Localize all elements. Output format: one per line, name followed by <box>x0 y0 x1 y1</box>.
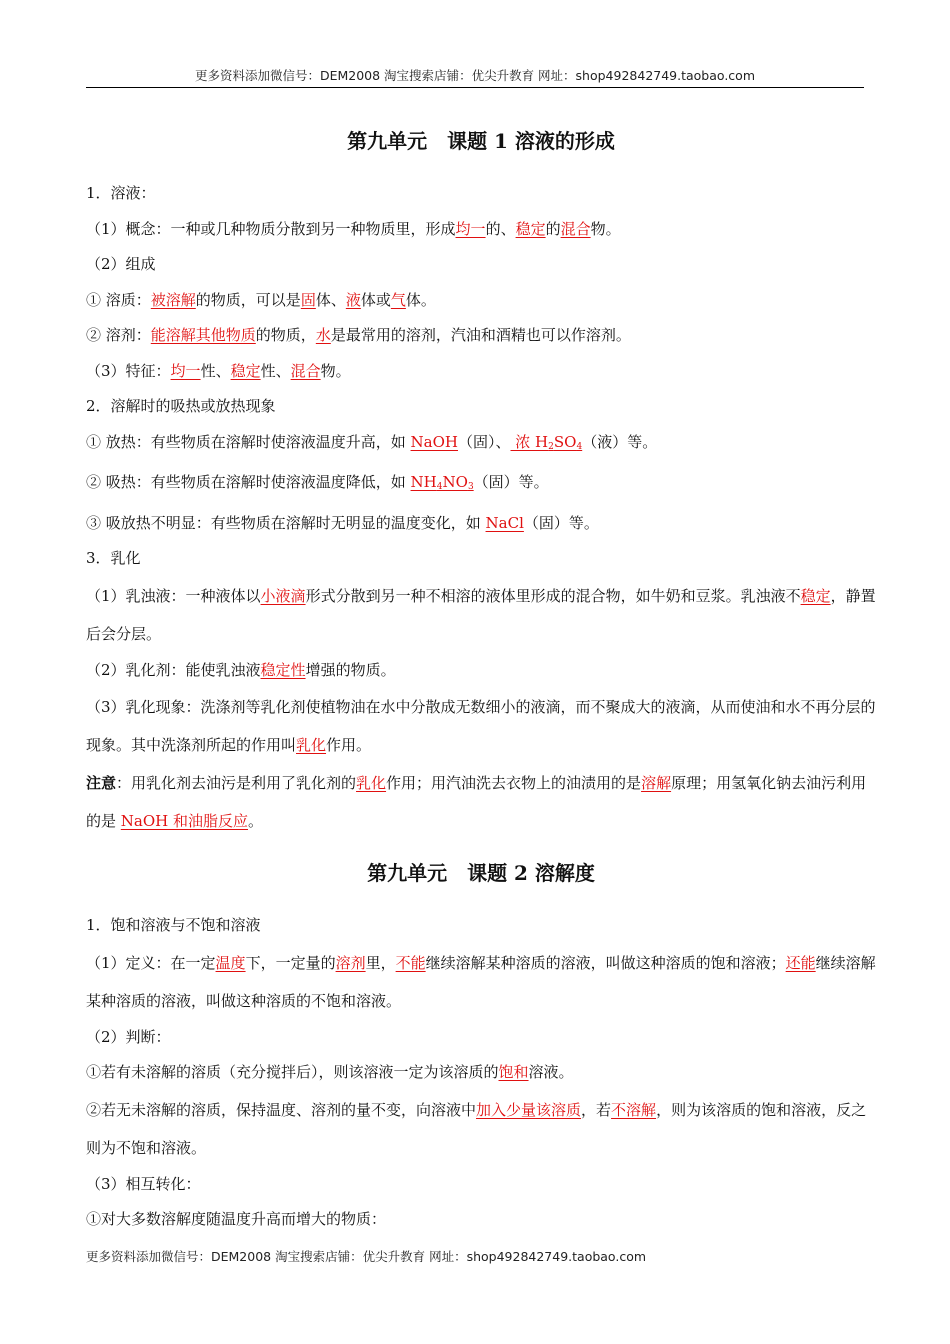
s4-conversion: （3）相互转化： <box>86 1174 201 1193</box>
s2-neutral: ③ 吸放热不明显：有些物质在溶解时无明显的温度变化，如 NaCl（固）等。 <box>86 513 599 532</box>
s1-solute: ① 溶质：被溶解的物质，可以是固体、液体或气体。 <box>86 290 436 309</box>
s4-heading: 1．饱和溶液与不饱和溶液 <box>86 916 261 934</box>
s1-solvent: ② 溶剂：能溶解其他物质的物质，水是最常用的溶剂，汽油和酒精也可以作溶剂。 <box>86 326 631 344</box>
s3-heading: 3．乳化 <box>86 549 141 567</box>
s4-judge-1: ①若有未溶解的溶质（充分搅拌后），则该溶液一定为该溶质的饱和溶液。 <box>86 1063 574 1081</box>
header-rule <box>86 87 864 88</box>
s3-emulsion: （1）乳浊液：一种液体以小液滴形式分散到另一种不相溶的液体里形成的混合物，如牛奶和豆浆。乳浊液不稳定，静置后会分层。 <box>86 586 876 643</box>
s1-heading: 1．溶液： <box>86 184 156 202</box>
s1-concept: （1）概念：一种或几种物质分散到另一种物质里，形成均一的、稳定的混合物。 <box>86 219 621 238</box>
s4-definition: （1）定义：在一定温度下，一定量的溶剂里，不能继续溶解某种溶质的溶液，叫做这种溶质的饱和溶液；还能继续溶解某种溶质的溶液，叫做这种溶质的不饱和溶液。 <box>86 953 876 1010</box>
s1-features: （3）特征：均一性、稳定性、混合物。 <box>86 361 351 380</box>
s4-judge: （2）判断： <box>86 1027 171 1046</box>
title-lesson1: 第九单元 课题 1 溶液的形成 <box>347 129 615 153</box>
document-body <box>86 124 876 1238</box>
s4-conversion-1: ①对大多数溶解度随温度升高而增大的物质： <box>86 1210 387 1228</box>
s2-heading: 2．溶解时的吸热或放热现象 <box>86 397 276 415</box>
title-lesson2: 第九单元 课题 2 溶解度 <box>367 861 595 885</box>
s3-emulsifier: （2）乳化剂：能使乳浊液稳定性增强的物质。 <box>86 660 396 679</box>
page-header: 更多资料添加微信号：DEM2008 淘宝搜索店铺：优尖升教育 网址：shop492842749.taobao.com <box>194 68 756 83</box>
s3-phenomenon: （3）乳化现象：洗涤剂等乳化剂使植物油在水中分散成无数细小的液滴，而不聚成大的液滴，从而使油和水不再分层的现象。其中洗涤剂所起的作用叫乳化作用。 <box>86 698 876 754</box>
page-footer: 更多资料添加微信号：DEM2008 淘宝搜索店铺：优尖升教育 网址：shop492842749.taobao.com <box>86 1249 647 1264</box>
s2-exothermic: ① 放热：有些物质在溶解时使溶液温度升高，如 NaOH（固）、 浓 $H_2SO_4$（液）等。 <box>86 432 658 452</box>
s1-composition: （2）组成 <box>86 255 156 273</box>
s3-note: 注意：用乳化剂去油污是利用了乳化剂的乳化作用；用汽油洗去衣物上的油渍用的是溶解原理；用氢氧化钠去油污利用的是 NaOH 和油脂反应。 <box>86 774 867 830</box>
s4-judge-2: ②若无未溶解的溶质，保持温度、溶剂的量不变，向溶液中加入少量该溶质，若不溶解，则为该溶质的饱和溶液，反之则为不饱和溶液。 <box>86 1100 867 1157</box>
s2-endothermic: ② 吸热：有些物质在溶解时使溶液温度降低，如 $NH_4NO_3$（固）等。 <box>86 473 549 492</box>
